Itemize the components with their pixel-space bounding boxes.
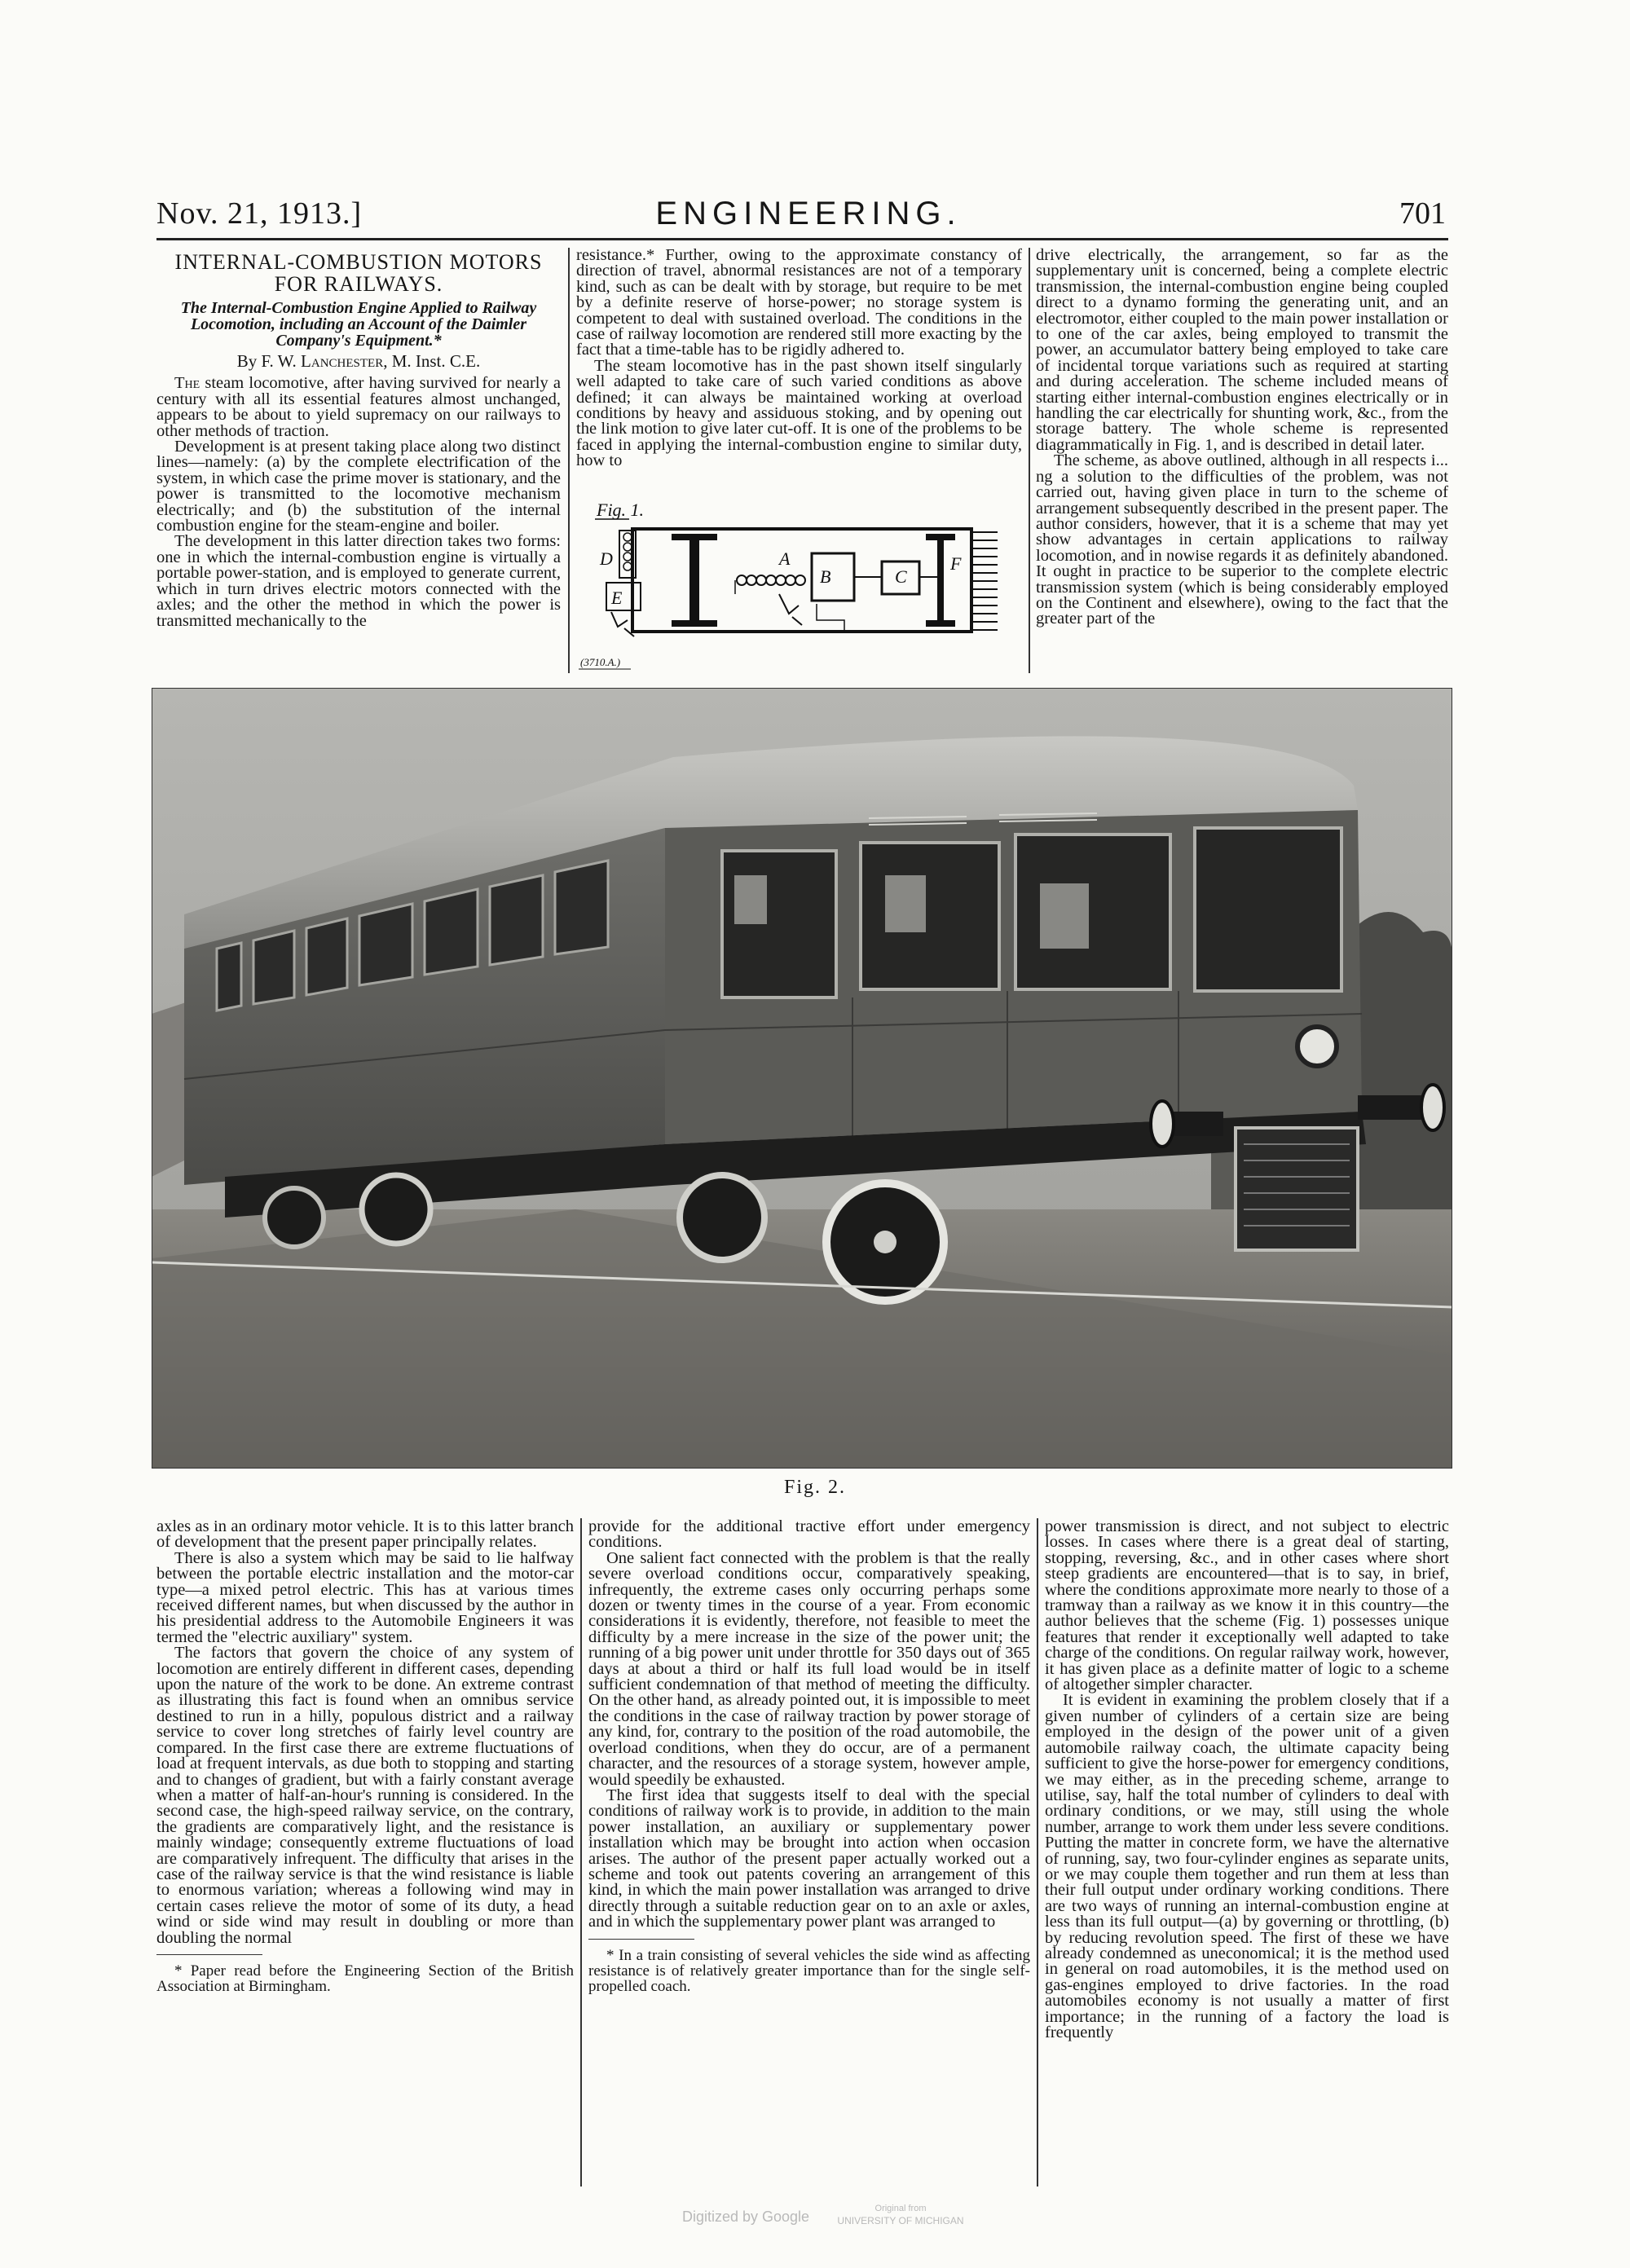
- figure-2-photo: [152, 688, 1452, 1469]
- figure-1-title: Fig. 1.: [597, 500, 645, 520]
- paragraph: provide for the additional tractive effort under emergency conditions.: [588, 1517, 1030, 1552]
- original-from: Original from: [874, 2204, 927, 2213]
- page-header: [156, 196, 1460, 236]
- paragraph: drive electrically, the arrangement, so far as the supplementary unit is concerned, being a complete electric transmission, the internal-combustion engine being coupled direct to a dynamo forming the generating unit, and an electromotor, either coupled to the main power installation or to one of the car axles, being employed to transmit the power, an accumulator battery being employed to take care of incidental torque variations such as required at starting and during acceleration. The scheme included means of starting either internal-combustion engines electrically or in handling the car electrically for shunting work, &c., from the storage battery. The whole scheme is represented diagrammatically in Fig. 1, and is described in detail later.: [1036, 246, 1448, 454]
- footnote: * In a train consisting of several vehicles the side wind as affecting resistance is of relatively greater importance than for the single self-propelled coach.: [588, 1947, 1030, 1996]
- paragraph: One salient fact connected with the problem is that the really severe overload conditions occur, comparatively speaking, infrequently, the extreme cases only occurring perhaps some dozen or twenty times in the course of a year. From economic considerations it is evidently, therefore, not feasible to meet the difficulty by a mere increase in the size of the power unit; the running of a big power unit under throttle for 350 days out of 365 days at about a third or half its full load would be in itself sufficient condemnation of that method of meeting the difficulty. On the other hand, as already pointed out, it is impossible to meet the conditions in the case of railway traction by power storage of any kind, for, contrary to the position of the road automobile, the overload conditions, when they do occur, are of a permanent character, and the resources of a storage system, however ample, would speedily be exhausted.: [588, 1548, 1030, 1789]
- journal-title: ENGINEERING.: [655, 196, 962, 231]
- footnote: * Paper read before the Engineering Section of the British Association at Birmingham.: [156, 1962, 574, 1996]
- column-3-bottom: [1045, 1519, 1449, 2041]
- byline-prefix: By F. W.: [236, 351, 297, 371]
- article-byline: [156, 351, 561, 371]
- paragraph: axles as in an ordinary motor vehicle. It is to this latter branch of development that the present paper principally relates.: [156, 1517, 574, 1552]
- paragraph: [156, 376, 561, 439]
- paragraph: Development is at present taking place along two distinct lines—namely: (a) by the complete electrification of the system, in which case the prime mover is stationary, and the power is transmitted to the locomotive mechanism electrically; and (b) the substitution of the internal combustion engine for the steam-engine and boiler.: [156, 438, 561, 535]
- footnote-rule: [156, 1954, 262, 1956]
- label-a: A: [779, 548, 791, 569]
- column-divider: [1029, 248, 1030, 673]
- page-number: 701: [1399, 196, 1446, 231]
- paragraph: The development in this latter direction takes two forms: one in which the internal-combustion engine is virtually a portable power-station, and is employed to generate current, which in turn drives electric motors connected with the axles; and the other the method in which the power is transmitted mechanically to the: [156, 532, 561, 630]
- digitized-by-google: Digitized by Google: [681, 2209, 810, 2225]
- paragraph-text: steam locomotive, after having survived for nearly a century with all its essential features almost unchanged, appears to be about to yield supremacy on our railways to other methods of traction.: [156, 374, 561, 440]
- label-c: C: [895, 566, 907, 587]
- figure-1-diagram: [575, 498, 1029, 672]
- label-d: D: [600, 548, 613, 569]
- paragraph: power transmission is direct, and not subject to electric losses. In cases where there is a great deal of starting, stopping, reversing, &c., and in other cases where short steep gradients are encountered—that is to say, in brief, where the conditions approximate more nearly to those of a tramway than a railway as we know it in this country—the author believes that the scheme (Fig. 1) possesses unique features that render it exceptionally well adapted to take charge of the conditions. On regular railway work, however, it has given place as a definite matter of logic to a scheme of altogether simpler character.: [1045, 1517, 1449, 1694]
- column-divider: [1037, 1518, 1038, 2187]
- institution-name: UNIVERSITY OF MICHIGAN: [837, 2215, 964, 2226]
- label-e: E: [611, 588, 623, 608]
- issue-date: Nov. 21, 1913.]: [156, 196, 363, 231]
- label-f: F: [950, 553, 962, 574]
- paragraph: The scheme, as above outlined, although in all respects i... ng a solution to the difficulties of the problem, was not carried out, having given place in turn to the scheme of arrangement subsequently described in the present paper. The author considers, however, that it is a scheme that may yet show advantages in certain applications to railway locomotion, and in nowise regards it as definitely abandoned. It ought in practice to be superior to the complete electric transmission system (which is being considerably employed on the Continent and elsewhere), owing to the fact that the greater part of the: [1036, 451, 1448, 628]
- article-title: INTERNAL-COMBUSTION MOTORS FOR RAILWAYS.: [174, 250, 543, 296]
- paragraph: The first idea that suggests itself to deal with the special conditions of railway work is to provide, in addition to the main power installation, an auxiliary or supplementary power installation which may be brought into action when occasion arises. The author of the present paper actually worked out a scheme and took out patents covering an arrangement of this kind, in which the main power installation was arranged to drive directly through a suitable reduction gear on to an axle or axles, and in which the supplementary power plant was arranged to: [588, 1786, 1030, 1931]
- railcar-photo-illustration: [152, 688, 1452, 1469]
- column-1-top: [156, 244, 561, 629]
- paragraph: resistance.* Further, owing to the approximate constancy of direction of travel, abnormal resistances are not of a temporary kind, such as can be dealt with by storage, but require to be met by a definite reserve of horse-power; no storage system is competent to deal with sustained overload. The conditions in the case of railway locomotion are rendered still more exacting by the fact that a time-table has to be rigidly adhered to.: [576, 246, 1022, 359]
- article-subtitle: The Internal-Combustion Engine Applied to Railway Locomotion, including an Account of the Daimler Company's Equipment.*: [180, 299, 537, 350]
- figure-1-ref: (3710.A.): [580, 656, 621, 668]
- figure-2-caption: Fig. 2.: [783, 1477, 846, 1498]
- paragraph: There is also a system which may be said to lie halfway between the portable electric installation and the motor-car type—a mixed petrol electric. This has at various times received different names, but when discussed by the author in his presidential address to the Automobile Engineers it was termed the "electric auxiliary" system.: [156, 1548, 574, 1646]
- column-2-top: [576, 248, 1022, 469]
- column-divider: [568, 248, 570, 673]
- label-b: B: [820, 566, 831, 587]
- paragraph: The factors that govern the choice of any system of locomotion are entirely different in different cases, depending upon the nature of the work to be done. An extreme contrast as illustrating this fact is found when an omnibus service destined to run in a hilly, populous district and a railway service to cover long stretches of fairly level country are compared. In the first case there are extreme fluctuations of load at frequent intervals, as due both to stopping and starting and to changes of gradient, but with a fairly constant average when a matter of half-an-hour's running is considered. In the second case, the high-speed railway service, on the contrary, the gradients are comparatively light, and the resistance is mainly windage; consequently extreme fluctuations of load are comparatively infrequent. The difficulty that arises in the case of the railway service is that the wind resistance is liable to enormous variation; whereas a following wind may in certain cases relieve the motor of some of its duty, a head wind or side wind may result in doubling or more than doubling the normal: [156, 1644, 574, 1947]
- column-3-top: [1036, 248, 1448, 628]
- paragraph: The steam locomotive has in the past shown itself singularly well adapted to take care of such varied conditions as above defined; it can always be maintained working at overload conditions by heavy and assiduous stoking, and by opening out the link motion to give later cut-off. It is one of the problems to be faced in applying the internal-combustion engine to similar duty, how to: [576, 356, 1022, 470]
- byline-suffix: , M. Inst. C.E.: [383, 351, 481, 371]
- byline-name: Lanchester: [301, 351, 384, 371]
- figure-1: [575, 498, 1029, 672]
- column-1-bottom: [156, 1519, 574, 1994]
- column-2-bottom: [588, 1519, 1030, 1994]
- lead-word: The: [174, 374, 200, 393]
- paragraph: It is evident in examining the problem closely that if a given number of cylinders of a certain size are being employed in the design of the power unit of a given automobile railway coach, the ultimate capacity being sufficient to give the horse-power for emergency conditions, we may either, as in the preceding scheme, arrange to utilise, say, half the total number of cylinders to deal with ordinary conditions, or we may, still using the whole number, arrange to work them under less severe conditions. Putting the matter in concrete form, we have the alternative of running, say, two four-cylinder engines as separate units, or we may couple them together and run them at less than their full output under ordinary working conditions. There are two ways of running an internal-combustion engine at less than its full output—(a) by governing or throttling, (b) by reducing revolution speed. The first of these we have already condemned as uneconomical; it is the method used in general on road automobiles, it is the method used on gas-engines employed to drive factories. In the road automobiles economy is not usually a matter of first importance; in the running of a factory the load is frequently: [1045, 1691, 1449, 2041]
- footnote-rule: [588, 1939, 694, 1940]
- header-rule: [156, 238, 1448, 240]
- column-divider: [580, 1518, 582, 2187]
